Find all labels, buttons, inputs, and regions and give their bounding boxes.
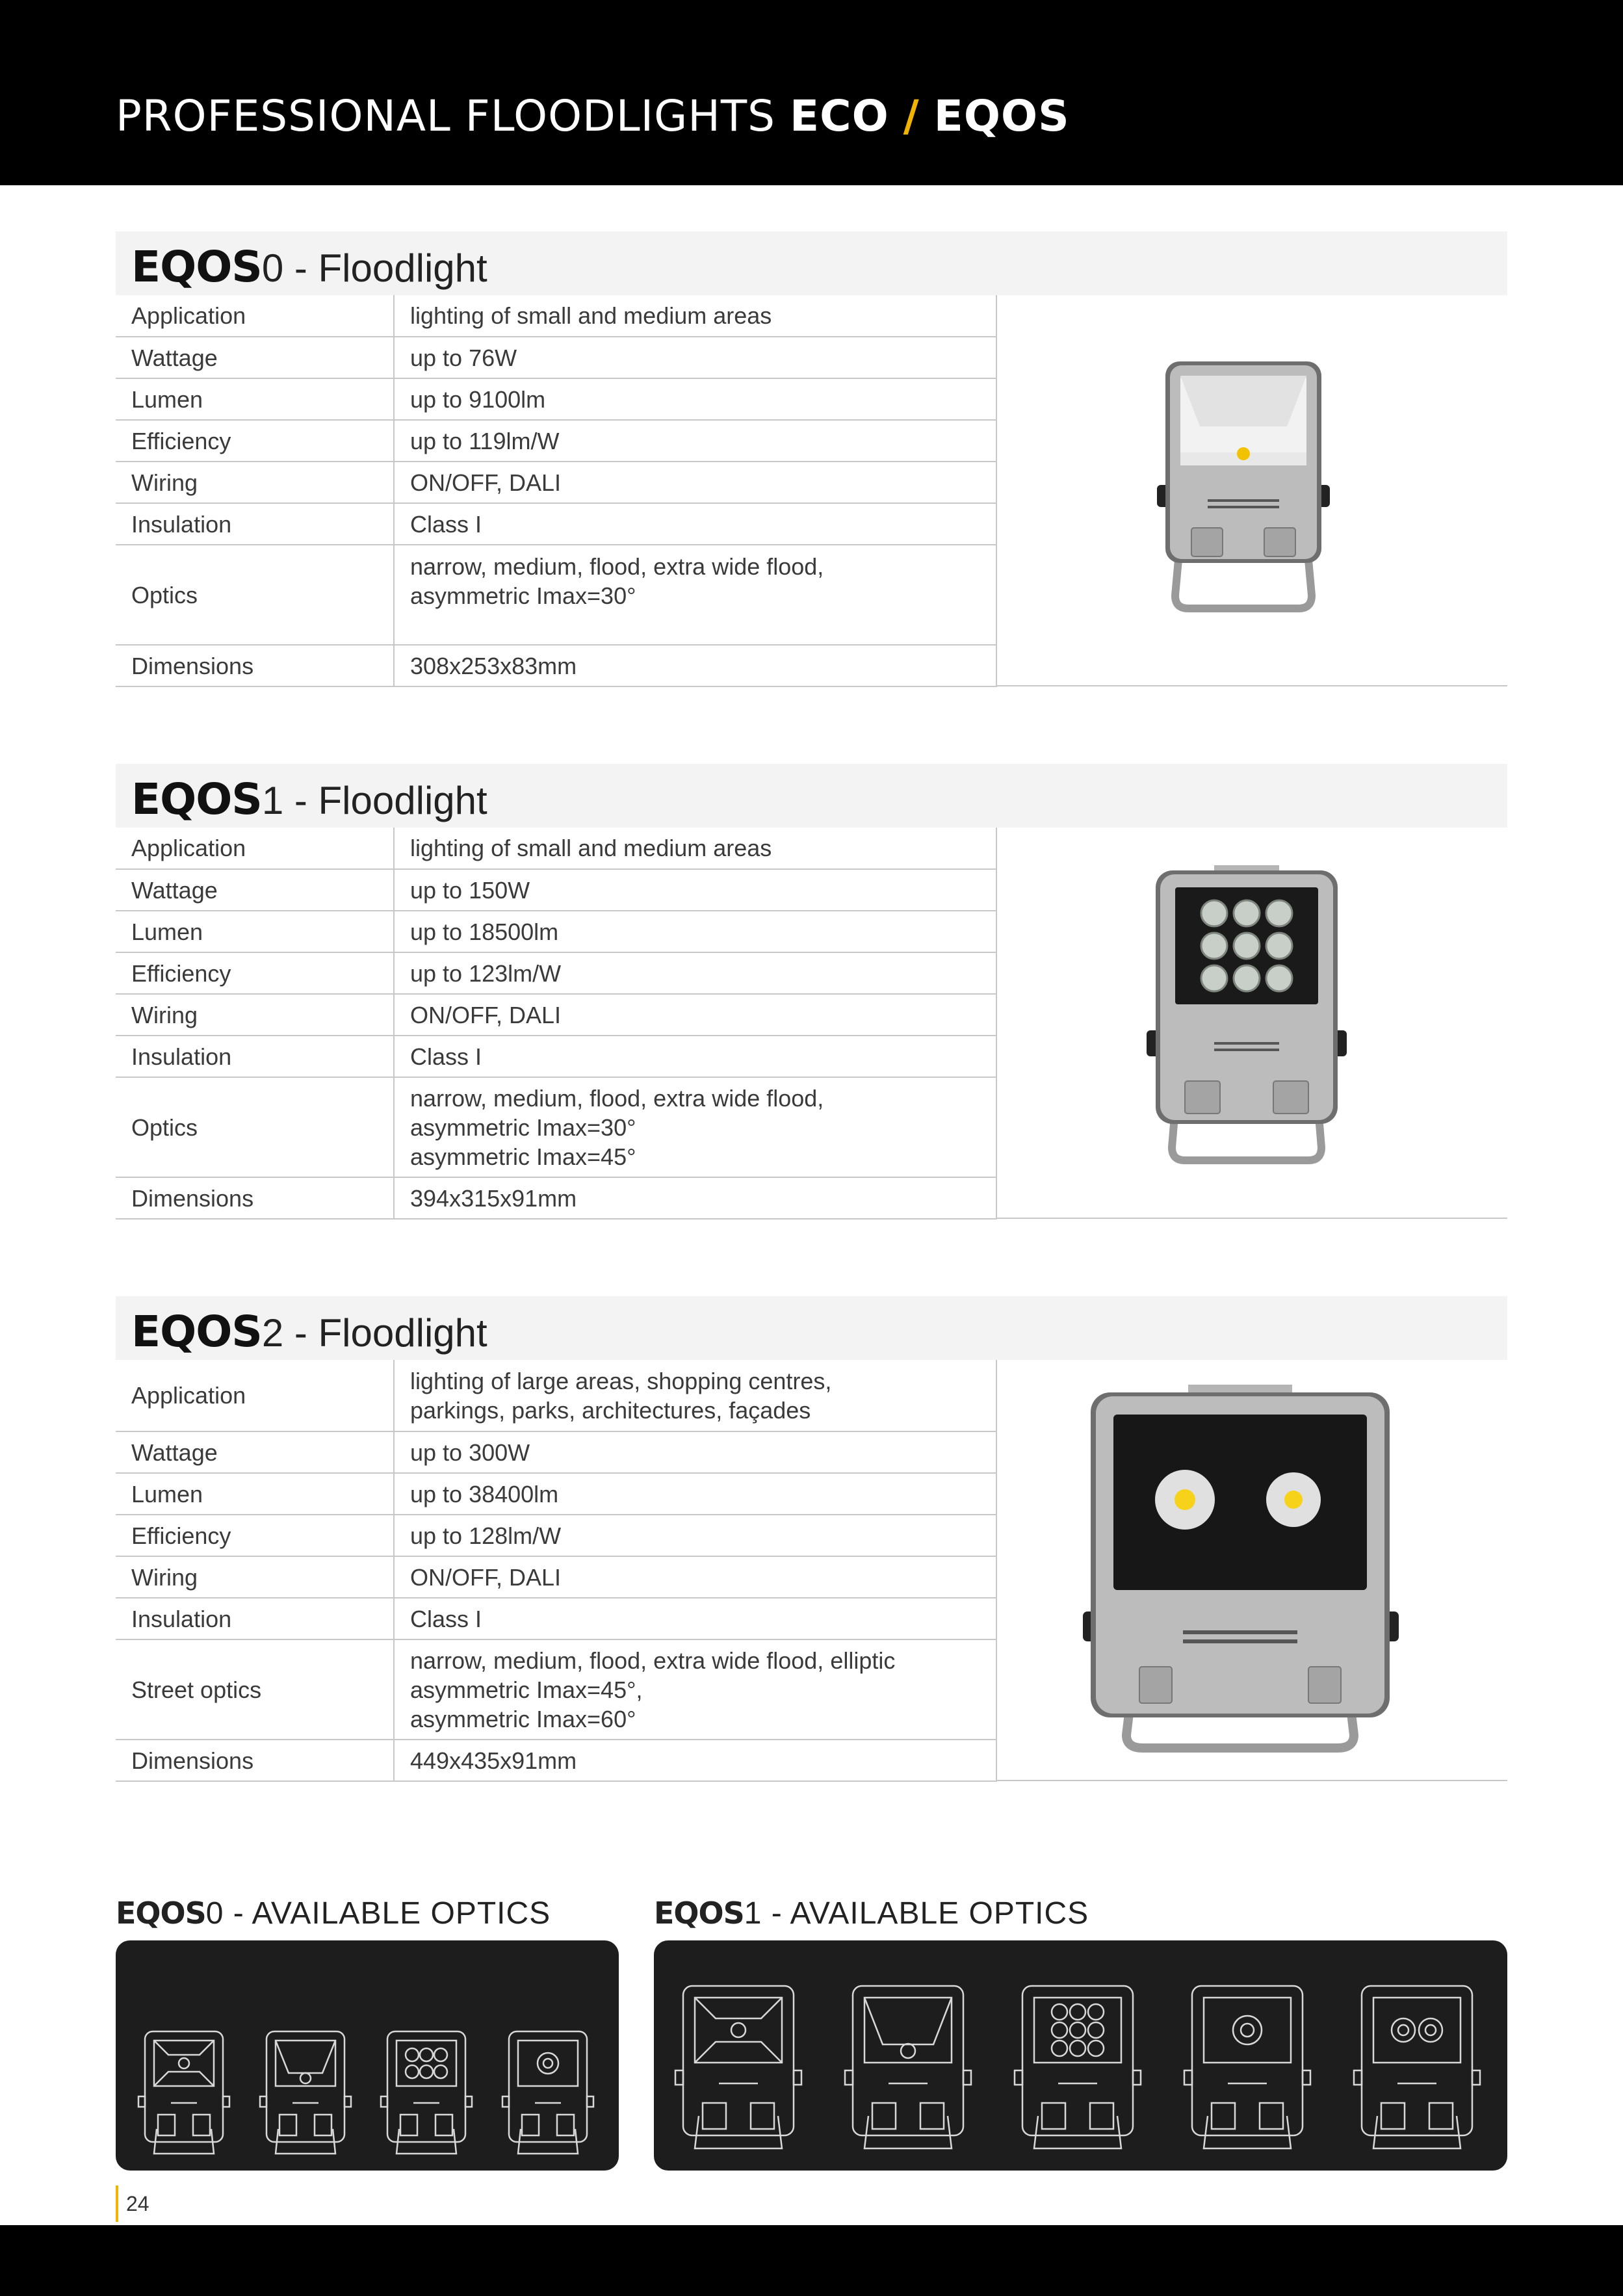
optic-flood-icon xyxy=(260,2031,351,2154)
product-image-eqos1 xyxy=(1130,861,1364,1167)
spec-table xyxy=(116,828,997,1220)
product-eqos0 xyxy=(116,231,1507,687)
spec-value: up to 38400lm xyxy=(394,1473,996,1515)
spec-label: Wiring xyxy=(116,462,394,503)
spec-value: up to 123lm/W xyxy=(394,952,996,994)
spec-label: Optics xyxy=(116,1077,394,1177)
product-image-eqos2 xyxy=(1065,1381,1416,1758)
product-eqos2 xyxy=(116,1296,1507,1782)
spec-label: Street optics xyxy=(116,1639,394,1740)
spec-label: Wiring xyxy=(116,1556,394,1598)
spec-value: Class I xyxy=(394,1036,996,1077)
spec-label: Dimensions xyxy=(116,1740,394,1781)
optics-title-eqos0: EQOS0 - AVAILABLE OPTICS xyxy=(116,1896,551,1931)
spec-label: Lumen xyxy=(116,378,394,420)
spec-value: lighting of large areas, shopping centres, parkings, parks, architectures, façades xyxy=(394,1360,996,1431)
spec-label: Wattage xyxy=(116,869,394,911)
spec-value: ON/OFF, DALI xyxy=(394,462,996,503)
spec-label: Application xyxy=(116,295,394,337)
spec-value: 449x435x91mm xyxy=(394,1740,996,1781)
spec-label: Insulation xyxy=(116,1598,394,1639)
spec-value: 394x315x91mm xyxy=(394,1177,996,1219)
spec-label: Efficiency xyxy=(116,1515,394,1556)
spec-value: up to 150W xyxy=(394,869,996,911)
spec-label: Lumen xyxy=(116,1473,394,1515)
spec-label: Application xyxy=(116,828,394,869)
spec-value: narrow, medium, flood, extra wide flood, elliptic asymmetric Imax=45°, asymmetric Imax=60° xyxy=(394,1639,996,1740)
product-title: EQOS0 - Floodlight xyxy=(131,242,487,292)
top-bar xyxy=(0,0,1623,185)
bottom-bar xyxy=(0,2225,1623,2296)
spec-label: Dimensions xyxy=(116,645,394,686)
optic-narrow-icon xyxy=(675,1986,801,2148)
spec-label: Optics xyxy=(116,545,394,645)
spec-label: Insulation xyxy=(116,503,394,545)
product-image-eqos0 xyxy=(1136,355,1351,615)
optic-double-lens-icon xyxy=(1354,1986,1480,2148)
spec-value: ON/OFF, DALI xyxy=(394,1556,996,1598)
product-header xyxy=(116,231,1507,295)
product-title: EQOS1 - Floodlight xyxy=(131,774,487,824)
optic-narrow-icon xyxy=(138,2031,229,2154)
optic-flood-icon xyxy=(845,1986,971,2148)
spec-label: Wiring xyxy=(116,994,394,1036)
spec-label: Efficiency xyxy=(116,952,394,994)
spec-table xyxy=(116,1360,997,1782)
spec-label: Lumen xyxy=(116,911,394,952)
spec-value: Class I xyxy=(394,503,996,545)
optic-single-lens-icon xyxy=(502,2031,593,2154)
spec-value: ON/OFF, DALI xyxy=(394,994,996,1036)
page-number: 24 xyxy=(116,2185,149,2222)
product-title: EQOS2 - Floodlight xyxy=(131,1307,487,1357)
spec-value: 308x253x83mm xyxy=(394,645,996,686)
spec-value: up to 76W xyxy=(394,337,996,378)
spec-value: up to 128lm/W xyxy=(394,1515,996,1556)
spec-label: Insulation xyxy=(116,1036,394,1077)
spec-table xyxy=(116,295,997,687)
product-header xyxy=(116,1296,1507,1360)
spec-label: Wattage xyxy=(116,1431,394,1473)
spec-value: lighting of small and medium areas xyxy=(394,828,996,869)
spec-value: narrow, medium, flood, extra wide flood, asymmetric Imax=30° xyxy=(394,545,996,645)
spec-label: Efficiency xyxy=(116,420,394,462)
spec-value: up to 300W xyxy=(394,1431,996,1473)
optics-title-eqos1: EQOS1 - AVAILABLE OPTICS xyxy=(654,1896,1089,1931)
spec-label: Wattage xyxy=(116,337,394,378)
spec-label: Application xyxy=(116,1360,394,1431)
product-eqos1 xyxy=(116,764,1507,1220)
optic-multi-led-icon xyxy=(1015,1986,1141,2148)
product-header xyxy=(116,764,1507,828)
spec-value: up to 9100lm xyxy=(394,378,996,420)
spec-label: Dimensions xyxy=(116,1177,394,1219)
optics-panel-eqos0 xyxy=(116,1940,619,2171)
optic-multi-led-icon xyxy=(381,2031,472,2154)
spec-value: up to 18500lm xyxy=(394,911,996,952)
spec-value: lighting of small and medium areas xyxy=(394,295,996,337)
page-title: PROFESSIONAL FLOODLIGHTS ECO / EQOS xyxy=(116,91,1070,141)
spec-value: narrow, medium, flood, extra wide flood, asymmetric Imax=30° asymmetric Imax=45° xyxy=(394,1077,996,1177)
optic-single-lens-icon xyxy=(1184,1986,1310,2148)
spec-value: Class I xyxy=(394,1598,996,1639)
optics-panel-eqos1 xyxy=(654,1940,1507,2171)
spec-value: up to 119lm/W xyxy=(394,420,996,462)
